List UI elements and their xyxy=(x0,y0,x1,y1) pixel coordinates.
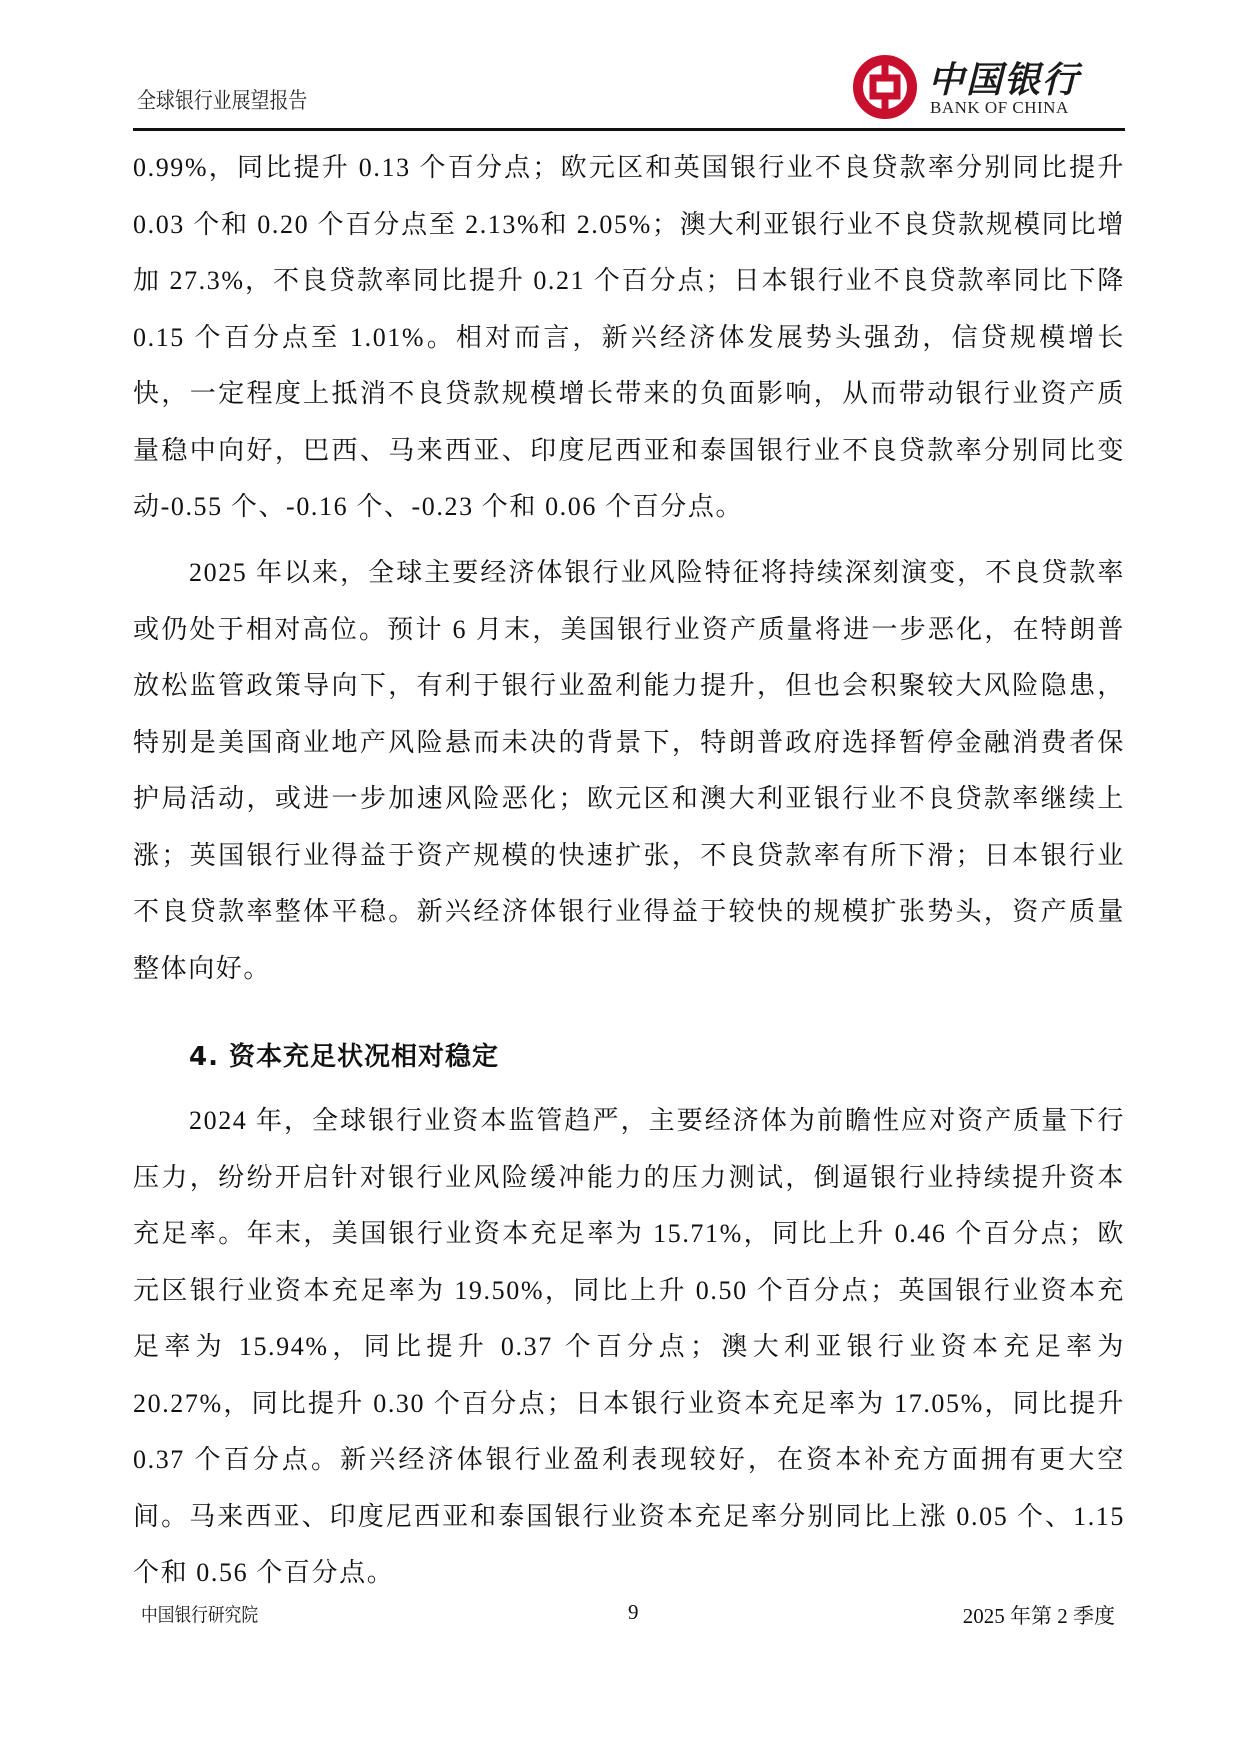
bank-of-china-logo-icon xyxy=(852,54,918,120)
page-number: 9 xyxy=(628,1600,639,1624)
footer-period: 2025 年第 2 季度 xyxy=(962,1604,1115,1628)
paragraph-block-2 xyxy=(133,545,1125,997)
paragraph-capital-adequacy: 2024 年，全球银行业资本监管趋严，主要经济体为前瞻性应对资产质量下行压力，纷纷开启针对银行业风险缓冲能力的压力测试，倒逼银行业持续提升资本充足率。年末，美国银行业资本充足率为 15.71%，同比上升 0.46 个百分点；欧元区银行业资本充足率为 19.50%，同比上升 0.50 个百分点；英国银行业资本充足率为 15.94%，同比提升 0.37 个百分点；澳大利亚银行业资本充足率为 20.27%，同比提升 0.30 个百分点；日本银行业资本充足率为 17.05%，同比提升 0.37 个百分点。新兴经济体银行业盈利表现较好，在资本补充方面拥有更大空间。马来西亚、印度尼西亚和泰国银行业资本充足率分别同比上涨 0.05 个、1.15 个和 0.56 个百分点。 xyxy=(133,1106,1125,1587)
bank-name-english: BANK OF CHINA xyxy=(930,98,1069,117)
page-header xyxy=(133,40,1125,130)
section-heading: 4. 资本充足状况相对稳定 xyxy=(189,1042,500,1072)
bank-logo xyxy=(852,52,1107,122)
footer-organization: 中国银行研究院 xyxy=(141,1604,259,1626)
header-divider xyxy=(133,128,1125,131)
bank-name-chinese: 中国银行 xyxy=(928,59,1081,101)
paragraph-npl-continuation: 0.99%，同比提升 0.13 个百分点；欧元区和英国银行业不良贷款率分别同比提升 0.03 个和 0.20 个百分点至 2.13%和 2.05%；澳大利亚银行业不良贷款规模同比增加 27.3%，不良贷款率同比提升 0.21 个百分点；日本银行业不良贷款率同比下降 0.15 个百分点至 1.01%。相对而言，新兴经济体发展势头强劲，信贷规模增长快，一定程度上抵消不良贷款规模增长带来的负面影响，从而带动银行业资产质量稳中向好，巴西、马来西亚、印度尼西亚和泰国银行业不良贷款率分别同比变动-0.55 个、-0.16 个、-0.23 个和 0.06 个百分点。 xyxy=(133,153,1125,521)
page-footer xyxy=(133,1600,1125,1634)
paragraph-block-1 xyxy=(133,140,1125,536)
paragraph-block-3 xyxy=(133,1093,1125,1602)
report-title: 全球银行业展望报告 xyxy=(137,89,308,114)
paragraph-npl-outlook: 2025 年以来，全球主要经济体银行业风险特征将持续深刻演变，不良贷款率或仍处于相对高位。预计 6 月末，美国银行业资产质量将进一步恶化，在特朗普放松监管政策导向下，有利于银行业盈利能力提升，但也会积聚较大风险隐患，特别是美国商业地产风险悬而未决的背景下，特朗普政府选择暂停金融消费者保护局活动，或进一步加速风险恶化；欧元区和澳大利亚银行业不良贷款率继续上涨；英国银行业得益于资产规模的快速扩张，不良贷款率有所下滑；日本银行业不良贷款率整体平稳。新兴经济体银行业得益于较快的规模扩张势头，资产质量整体向好。 xyxy=(133,558,1125,983)
